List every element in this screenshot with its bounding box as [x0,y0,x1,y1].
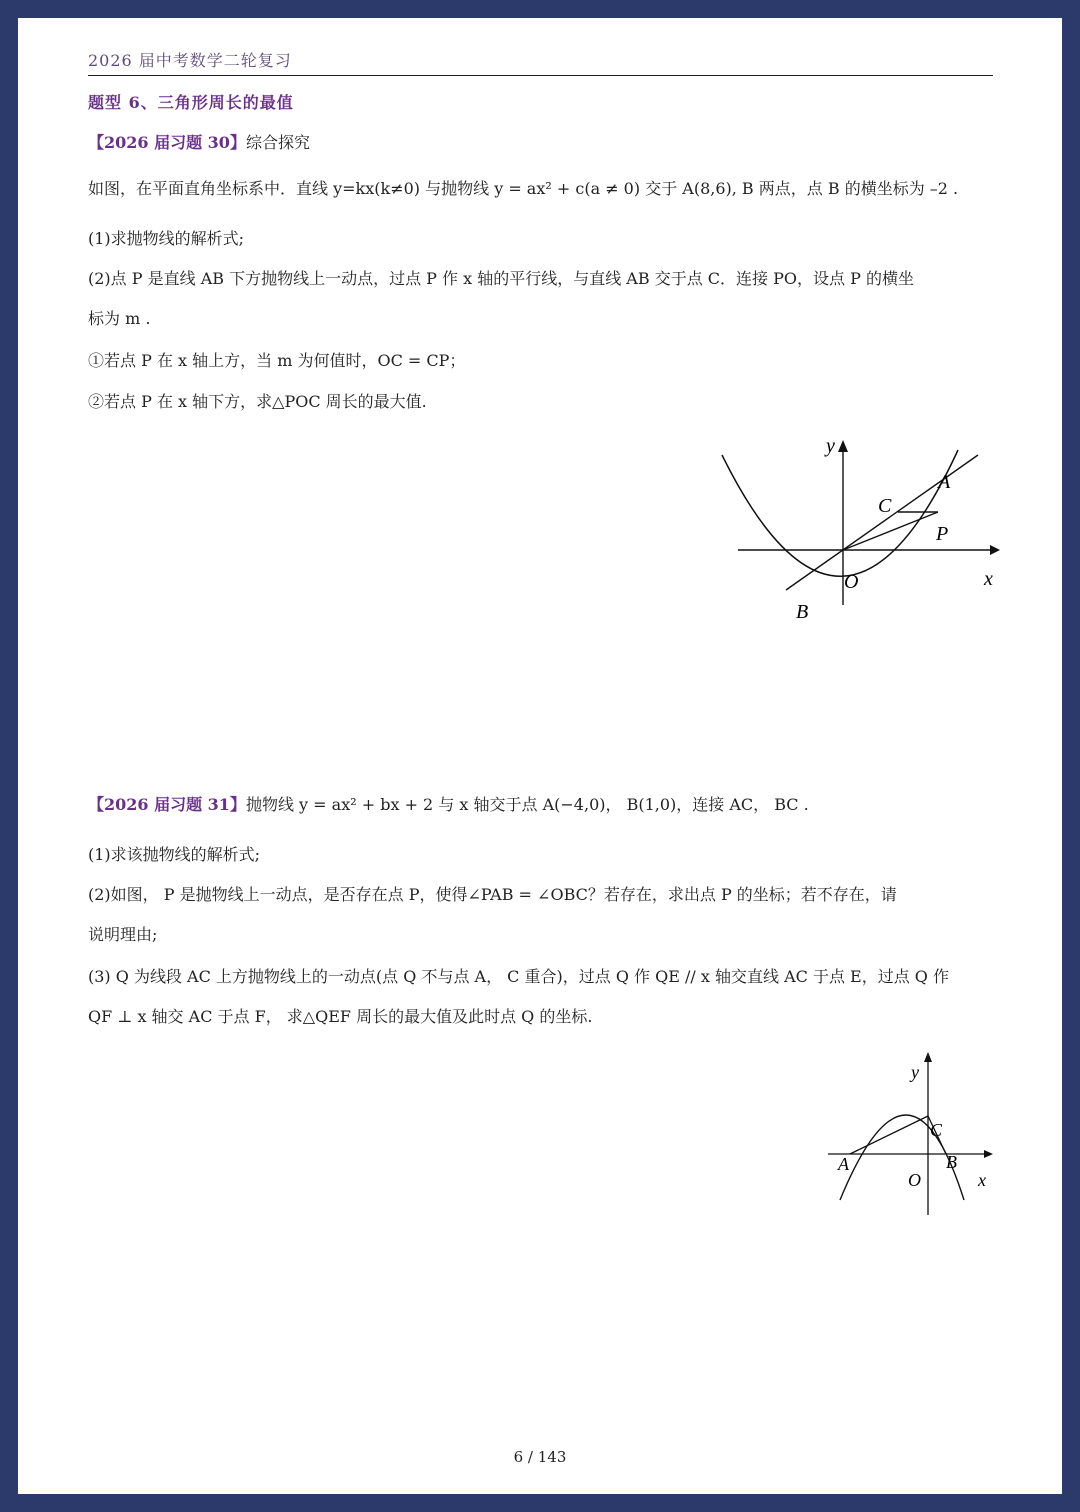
problem-30-q2-line1: (2)点 P 是直线 AB 下方抛物线上一动点，过点 P 作 x 轴的平行线，与直线 AB 交于点 C．连接 PO，设点 P 的横坐 [88,269,914,288]
label-b: B [796,601,809,620]
problem-31-q2-line2: 说明理由; [88,925,158,944]
problem-30-tag: 【2026 届习题 30】 [88,133,246,152]
problem-31-q2-line1: (2)如图， P 是抛物线上一动点，是否存在点 P，使得∠PAB = ∠OBC？若存在，求出点 P 的坐标；若不存在，请 [88,885,897,904]
parabola-curve [722,450,958,576]
y-axis-arrow-icon [838,440,848,452]
label-x: x [978,1170,986,1190]
label-y: y [826,435,835,457]
problem-30-q2-a: ①若点 P 在 x 轴上方，当 m 为何值时，OC = CP； [88,351,466,370]
problem-30-stem: 如图，在平面直角坐标系中．直线 y=kx(k≠0) 与抛物线 y = ax² + c(a ≠ 0) 交于 A(8,6), B 两点，点 B 的横坐标为 –2 . [88,179,959,198]
problem-31-q3-line1: (3) Q 为线段 AC 上方抛物线上的一动点(点 Q 不与点 A， C 重合)，过点 Q 作 QE // x 轴交直线 AC 于点 E，过点 Q 作 [88,967,950,986]
problem-31-graph [818,1040,1008,1220]
problem-31-heading [88,794,998,816]
label-a: A [938,471,951,493]
problem-30-q1: (1)求抛物线的解析式; [88,229,245,248]
problem-31-q1: (1)求该抛物线的解析式; [88,845,261,864]
problem-30-graph [708,430,1008,620]
section-title: 题型 6、三角形周长的最值 [88,93,294,112]
page-header: 2026 届中考数学二轮复习 [88,48,993,76]
label-o: O [908,1170,921,1190]
problem-30-q2-b: ②若点 P 在 x 轴下方，求△POC 周长的最大值. [88,392,427,411]
problem-31-stem: 抛物线 y = ax² + bx + 2 与 x 轴交于点 A(−4,0)， B(1,0)，连接 AC， BC . [245,795,809,814]
problem-30-heading [88,130,310,153]
segment-po [843,512,938,550]
x-axis-arrow-icon [990,545,1000,555]
label-x: x [984,568,993,590]
problem-31-figure [818,1040,1008,1220]
label-b: B [946,1152,957,1172]
problem-30-tag-rest: 综合探究 [245,133,310,152]
label-o: O [844,571,859,593]
label-c: C [878,495,892,517]
problem-30-figure [708,430,1008,620]
label-a: A [838,1154,849,1174]
label-p: P [936,523,949,545]
y-axis-arrow-icon [924,1052,932,1062]
problem-30-q2-line2: 标为 m . [88,309,151,328]
label-c: C [930,1120,943,1140]
page-number: 6 / 143 [513,1448,567,1466]
label-y: y [911,1062,919,1082]
x-axis-arrow-icon [984,1150,993,1158]
document-page [18,18,1062,1494]
problem-31-q3-line2: QF ⊥ x 轴交 AC 于点 F， 求△QEF 周长的最大值及此时点 Q 的坐标. [88,1007,593,1026]
problem-31-tag: 【2026 届习题 31】 [88,795,246,814]
